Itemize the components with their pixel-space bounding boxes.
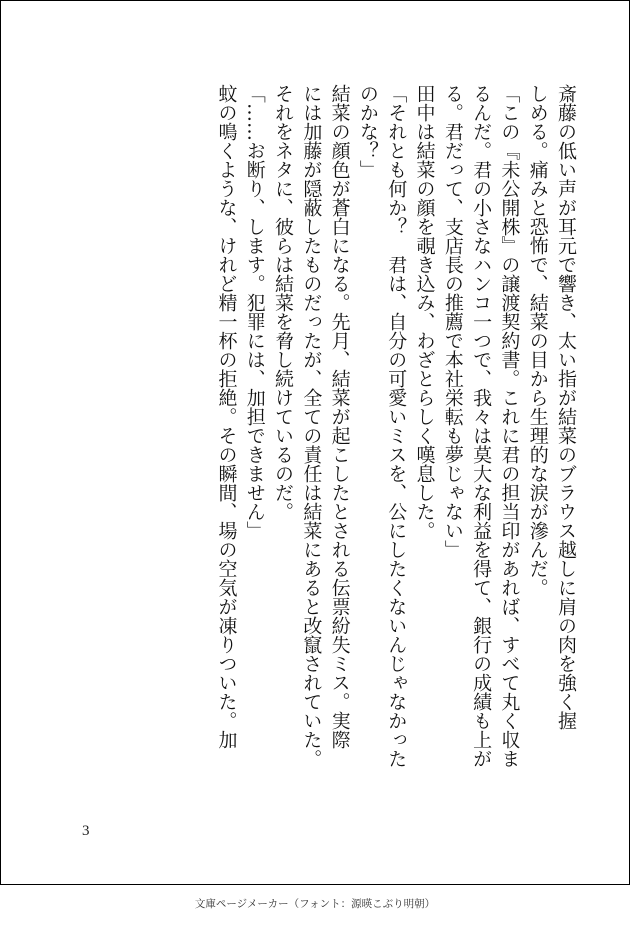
- text-line-7: 「それとも何か？ 君は、自分の可愛いミスを、公にしたくないんじゃなかった: [385, 84, 408, 768]
- font-caption: 文庫ページメーカー（フォント：源暎こぶり明朝）: [194, 898, 436, 910]
- text-line-6: 田中は結菜の顔を覗き込み、わざとらしく嘆息した。: [413, 84, 436, 540]
- vertical-text-block: [120, 84, 580, 789]
- text-line-5: る。君だって、支店長の推薦で本社栄転も夢じゃない」: [441, 84, 464, 559]
- text-line-1: 斎藤の低い声が耳元で響き、太い指が結菜のブラウス越しに肩の肉を強く握: [555, 84, 577, 730]
- text-line-8: のかな？」: [356, 84, 379, 179]
- text-line-12: 「……お断り、します。犯罪には、加担できません」: [243, 84, 266, 540]
- text-line-9: 結菜の顔色が蒼白になる。先月、結菜が起こしたとされる伝票紛失ミス。実際: [328, 84, 351, 749]
- page-number: 3: [82, 823, 90, 839]
- text-line-3: 「この『未公開株』の譲渡契約書。これに君の担当印があれば、すべて丸く収ま: [498, 84, 521, 768]
- text-line-11: それをネタに、彼らは結菜を脅し続けているのだ。: [272, 84, 295, 521]
- text-line-4: るんだ。君の小さなハンコ一つで、我々は莫大な利益を得て、銀行の成績も上が: [470, 84, 493, 768]
- text-line-13: 蚊の鳴くような、けれど精一杯の拒絶。その瞬間、場の空気が凍りついた。加: [215, 84, 238, 749]
- text-line-10: には加藤が隠蔽したものだったが、全ての責任は結菜にあると改竄されていた。: [300, 84, 323, 768]
- text-line-2: しめる。痛みと恐怖で、結菜の目から生理的な涙が滲んだ。: [526, 84, 549, 597]
